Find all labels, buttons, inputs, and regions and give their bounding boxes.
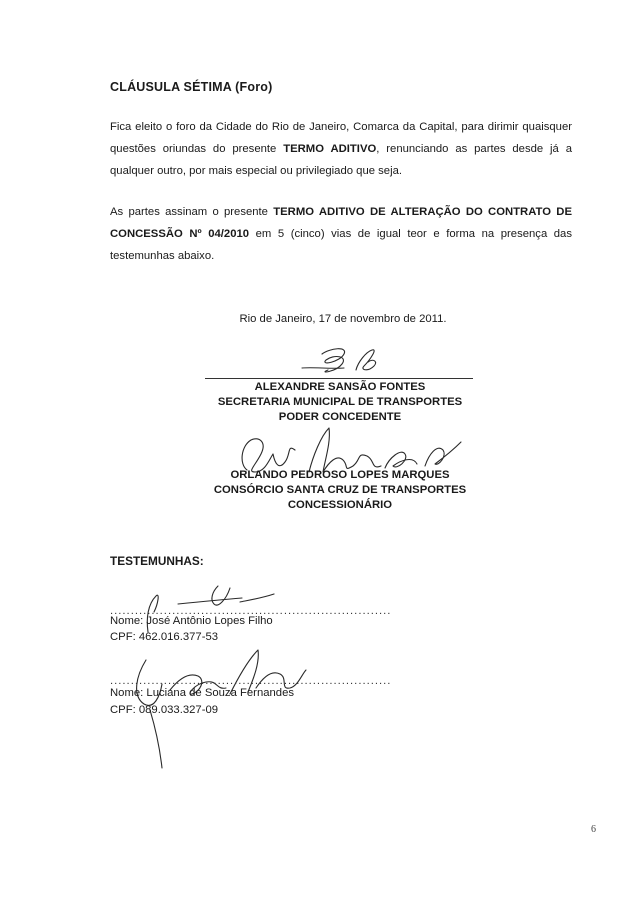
signatory-2-name: ORLANDO PEDROSO LOPES MARQUES bbox=[230, 469, 450, 481]
paragraph-forum-bold: TERMO ADITIVO bbox=[283, 143, 377, 155]
witness-1-name: Nome: José Antônio Lopes Filho bbox=[110, 615, 273, 627]
paragraph-forum bbox=[110, 116, 572, 182]
witness-2-name: Nome: Luciana de Souza Fernandes bbox=[110, 687, 295, 699]
witness-2-cpf: CPF: 089.033.327-09 bbox=[110, 704, 219, 716]
date-line: Rio de Janeiro, 17 de novembro de 2011. bbox=[239, 313, 447, 325]
signatory-1-name: ALEXANDRE SANSÃO FONTES bbox=[254, 381, 426, 393]
paragraph-signing bbox=[110, 201, 572, 267]
signatory-1-block bbox=[170, 380, 510, 425]
witness-1-cpf: CPF: 462.016.377-53 bbox=[110, 631, 219, 643]
witness-1-dotted-line: .................................................................... bbox=[110, 605, 392, 617]
signatory-1-party: PODER CONCEDENTE bbox=[278, 411, 402, 423]
paragraph-forum-text-2: , renunciando as partes desde já a qualquer outro, por mais especial ou privilegiado que seja. bbox=[110, 143, 572, 177]
witness-2-dotted-line: .................................................................... bbox=[110, 675, 392, 687]
paragraph-forum-text-1: Fica eleito o foro da Cidade do Rio de Janeiro, Comarca da Capital, para dirimir quaisquer questões oriundas do presente bbox=[110, 121, 572, 155]
paragraph-signing-text-1: As partes assinam o presente bbox=[110, 206, 274, 218]
signatory-2-role: CONSÓRCIO SANTA CRUZ DE TRANSPORTES bbox=[213, 484, 467, 496]
signatory-2-party: CONCESSIONÁRIO bbox=[287, 499, 393, 511]
page-number: 6 bbox=[591, 824, 596, 835]
witnesses-title: TESTEMUNHAS: bbox=[110, 554, 204, 568]
signature-line-1 bbox=[205, 378, 473, 379]
signature-1-scribble bbox=[300, 340, 410, 380]
signatory-1-role: SECRETARIA MUNICIPAL DE TRANSPORTES bbox=[217, 396, 463, 408]
signatory-2-block bbox=[170, 468, 510, 513]
paragraph-signing-bold: TERMO ADITIVO DE ALTERAÇÃO DO CONTRATO DE CONCESSÃO Nº 04/2010 bbox=[110, 206, 572, 240]
clause-title: CLÁUSULA SÉTIMA (Foro) bbox=[110, 80, 273, 94]
paragraph-signing-text-2: em 5 (cinco) vias de igual teor e forma na presença das testemunhas abaixo. bbox=[110, 228, 572, 262]
